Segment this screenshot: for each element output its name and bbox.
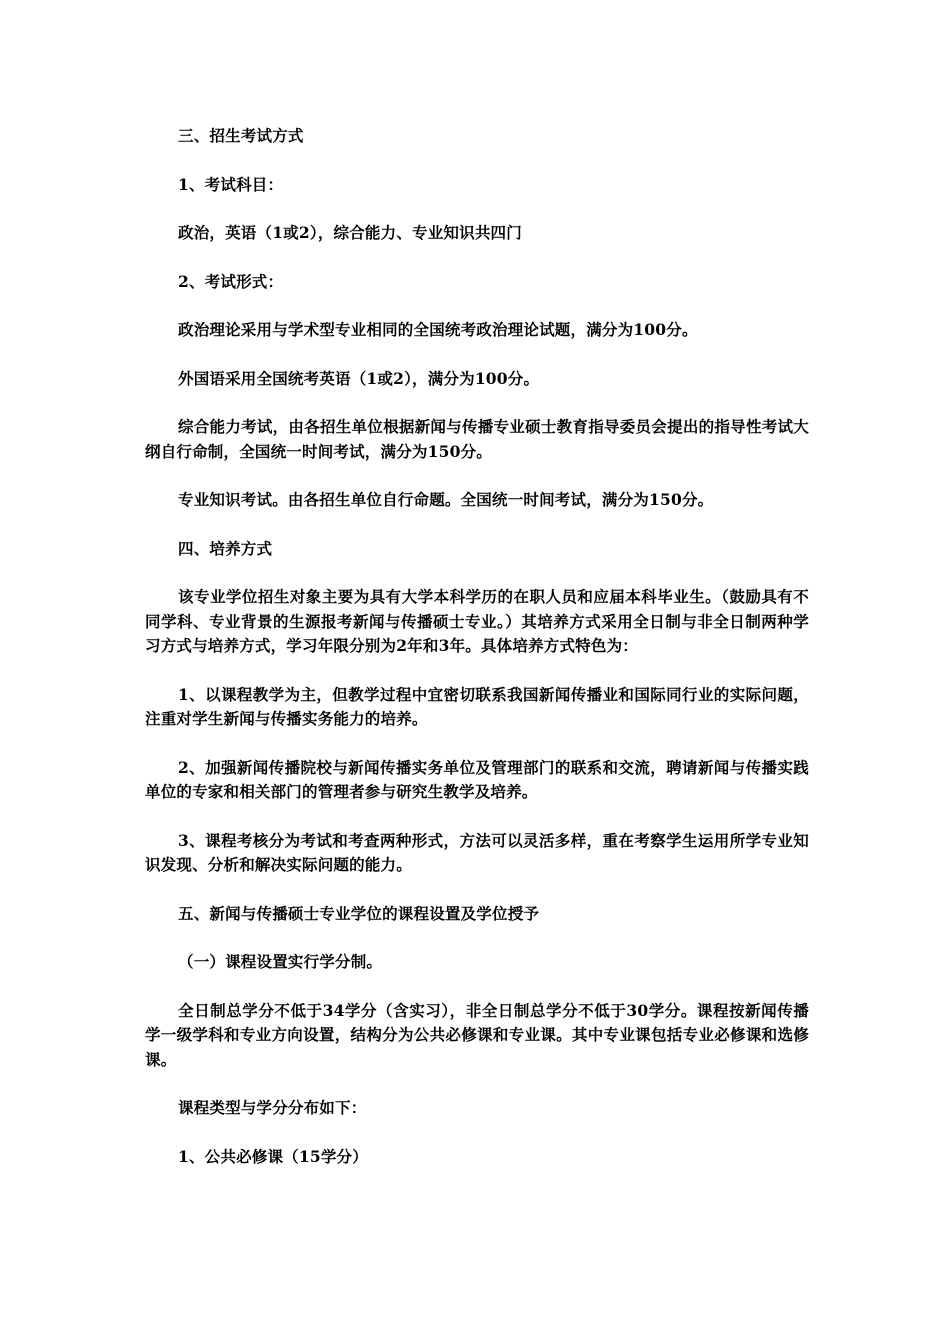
paragraph-professional-exam: 专业知识考试。由各招生单位自行命题。全国统一时间考试，满分为150分。	[178, 490, 714, 509]
section-heading-training-method: 四、培养方式	[178, 538, 273, 558]
paragraph-training-point-2: 2、加强新闻传播院校与新闻传播实务单位及管理部门的联系和交流，聘请新闻与传播实践单位的专家和相关部门的管理者参与研究生教学及培养。	[145, 757, 809, 801]
paragraph-exam-subjects: 政治，英语（1或2），综合能力、专业知识共四门	[178, 223, 522, 242]
paragraph-foreign-language-exam: 外国语采用全国统考英语（1或2），满分为100分。	[178, 368, 540, 388]
document-page	[145, 124, 809, 1193]
section-heading-exam-method: 三、招生考试方式	[178, 126, 304, 145]
section-heading-curriculum: 五、新闻与传播硕士专业学位的课程设置及学位授予	[178, 903, 540, 923]
subheading-exam-format: 2、考试形式：	[178, 271, 284, 291]
subheading-credit-system: （一）课程设置实行学分制。	[178, 952, 383, 971]
paragraph-comprehensive-exam: 综合能力考试，由各招生单位根据新闻与传播专业硕士教育指导委员会提出的指导性考试大纲自行命制，全国统一时间考试，满分为150分。	[145, 417, 809, 461]
subheading-public-required-courses: 1、公共必修课（15学分）	[178, 1146, 368, 1166]
paragraph-politics-exam: 政治理论采用与学术型专业相同的全国统考政治理论试题，满分为100分。	[178, 320, 698, 339]
paragraph-credit-requirements: 全日制总学分不低于34学分（含实习），非全日制总学分不低于30学分。课程按新闻传播学一级学科和专业方向设置，结构分为公共必修课和专业课。其中专业课包括专业必修课和选修课。	[145, 1000, 809, 1069]
paragraph-course-types-intro: 课程类型与学分分布如下：	[178, 1098, 367, 1117]
paragraph-training-point-3: 3、课程考核分为考试和考查两种形式，方法可以灵活多样，重在考察学生运用所学专业知识发现、分析和解决实际问题的能力。	[145, 830, 809, 874]
paragraph-enrollment-target: 该专业学位招生对象主要为具有大学本科学历的在职人员和应届本科毕业生。（鼓励具有不同学科、专业背景的生源报考新闻与传播硕士专业。）其培养方式采用全日制与非全日制两种学习方式与培养方式，学习年限分别为2年和3年。具体培养方式特色为：	[145, 587, 809, 655]
paragraph-training-point-1: 1、以课程教学为主，但教学过程中宜密切联系我国新闻传播业和国际同行业的实际问题，注重对学生新闻与传播实务能力的培养。	[145, 684, 809, 728]
subheading-exam-subjects: 1、考试科目：	[178, 174, 284, 194]
